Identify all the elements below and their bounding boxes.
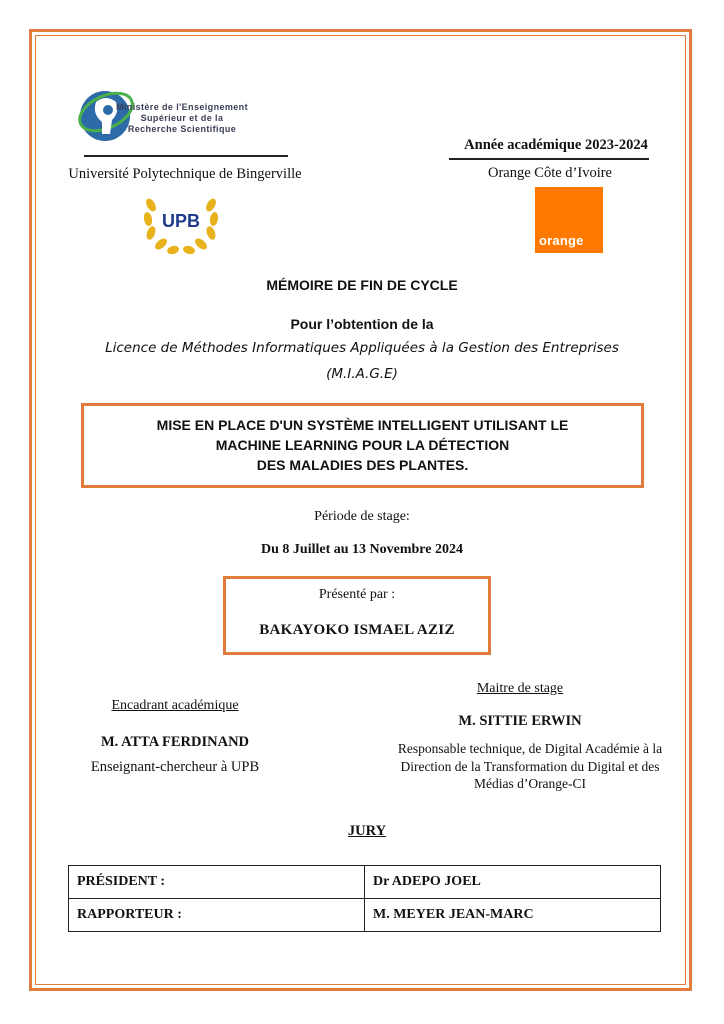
internship-supervisor-label: Maitre de stage (476, 681, 564, 696)
academic-supervisor-role: Enseignant-chercheur à UPB (90, 759, 260, 775)
table-row (69, 899, 661, 932)
jury-table (68, 865, 661, 932)
svg-text:UPB: UPB (161, 211, 201, 231)
internship-supervisor-name: M. SITTIE ERWIN (458, 713, 582, 729)
university-name: Université Polytechnique de Bingerville (68, 166, 302, 182)
thesis-title-box (81, 403, 644, 488)
document-type: MÉMOIRE DE FIN DE CYCLE (266, 277, 458, 293)
obtention-label: Pour l’obtention de la (290, 316, 434, 332)
orange-logo-text: orange (539, 233, 584, 248)
header-rule-left (84, 155, 288, 157)
upb-logo-icon (141, 187, 221, 257)
thesis-title: MISE EN PLACE D'UN SYSTÈME INTELLIGENT UTILISANT LE MACHINE LEARNING POUR LA DÉTECTION DES MALADIES DES PLANTES. (156, 417, 569, 473)
presenter-box (223, 576, 491, 655)
jury-title: JURY (347, 823, 387, 839)
ministry-name: Ministère de l'Enseignement Supérieur et de la Recherche Scientifique (116, 102, 248, 134)
jury-member: Dr ADEPO JOEL (365, 866, 661, 899)
table-row (69, 866, 661, 899)
internship-supervisor-role: Responsable technique, de Digital Académie à la Direction de la Transformation du Digital et des Médias d’Orange-CI (397, 741, 663, 791)
degree-name: Licence de Méthodes Informatiques Appliquées à la Gestion des Entreprises (105, 340, 619, 356)
presenter-label: Présenté par : (318, 587, 396, 602)
header-rule-right (449, 158, 649, 160)
academic-supervisor-label: Encadrant académique (111, 698, 239, 713)
period-value: Du 8 Juillet au 13 Novembre 2024 (261, 542, 463, 557)
academic-year: Année académique 2023-2024 (464, 137, 648, 153)
presenter-name: BAKAYOKO ISMAEL AZIZ (259, 622, 455, 638)
orange-logo-icon (535, 187, 603, 253)
jury-member: M. MEYER JEAN-MARC (365, 899, 661, 932)
academic-supervisor-name: M. ATTA FERDINAND (100, 734, 250, 750)
jury-role: RAPPORTEUR : (69, 899, 365, 932)
jury-role: PRÉSIDENT : (69, 866, 365, 899)
organization-name: Orange Côte d’Ivoire (487, 165, 612, 181)
period-label: Période de stage: (314, 509, 410, 524)
degree-abbreviation: (M.I.A.G.E) (326, 366, 398, 382)
